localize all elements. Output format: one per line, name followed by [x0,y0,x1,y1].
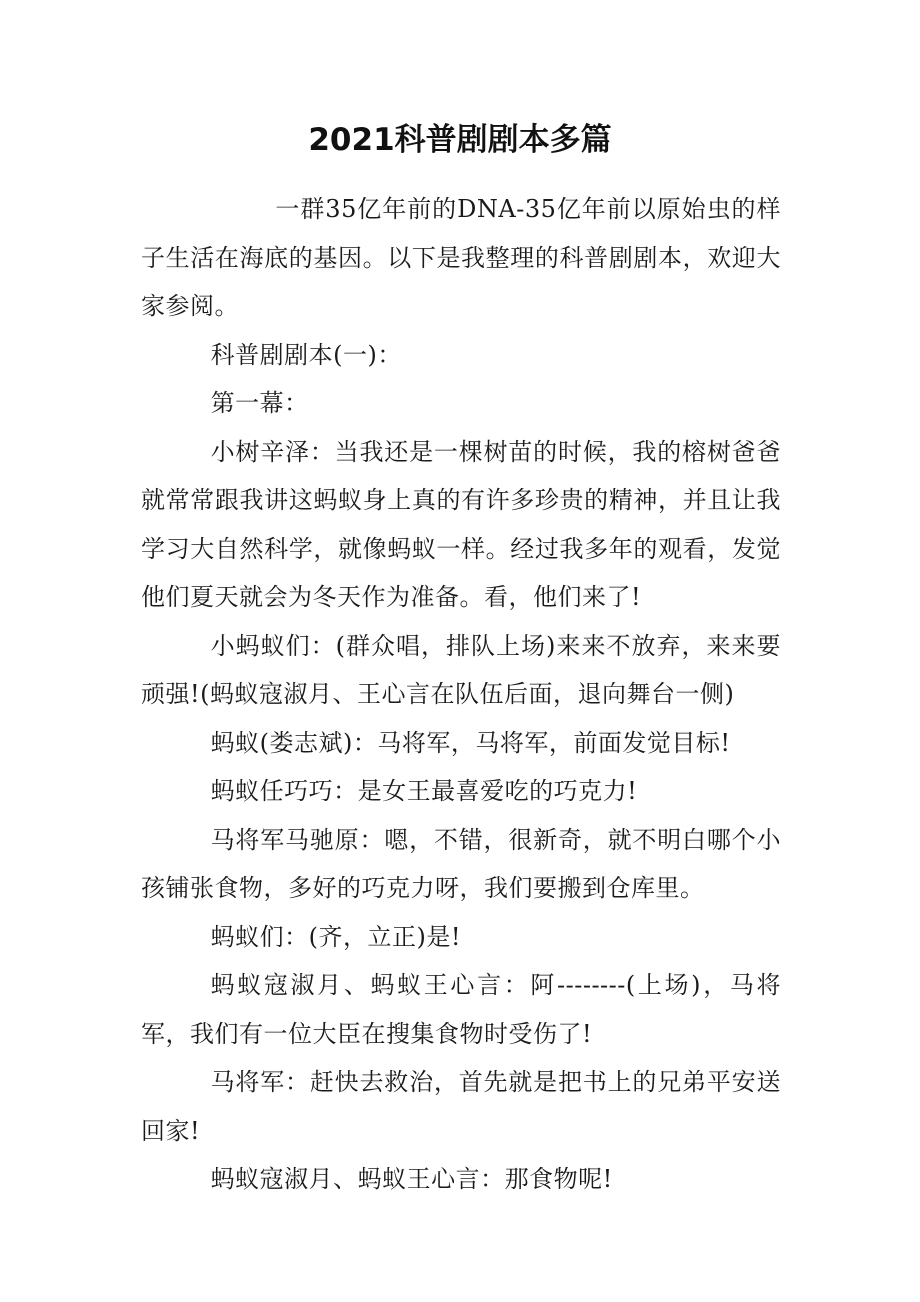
dialogue-paragraph: 蚂蚁们：(齐，立正)是! [210,922,461,951]
section-heading: 科普剧剧本(一)： [210,340,402,369]
dialogue-paragraph: 蚂蚁任巧巧：是女王最喜爱吃的巧克力! [210,777,638,805]
intro-paragraph: 一群35亿年前的DNA-35亿年前以原始虫的样子生活在海底的基因。以下是我整理的科普剧剧本，欢迎大家参阅。 [141,195,781,320]
dialogue-paragraph: 马将军：赶快去救治，首先就是把书上的兄弟平安送回家! [141,1068,781,1145]
dialogue-paragraph: 蚂蚁寇淑月、蚂蚁王心言：阿--------(上场)，马将军，我们有一位大臣在搜集食物时受伤了! [141,971,781,1048]
document-title: 2021科普剧剧本多篇 [308,122,612,158]
dialogue-paragraph: 小蚂蚁们：(群众唱，排队上场)来来不放弃，来来要顽强!(蚂蚁寇淑月、王心言在队伍后面，退向舞台一侧) [141,631,781,708]
dialogue-paragraph: 蚂蚁(娄志斌)：马将军，马将军，前面发觉目标! [210,728,731,757]
dialogue-paragraph: 蚂蚁寇淑月、蚂蚁王心言：那食物呢! [210,1165,613,1193]
document-body [141,185,781,1204]
act-heading: 第一幕： [210,389,309,417]
dialogue-paragraph: 马将军马驰原：嗯，不错，很新奇，就不明白哪个小孩铺张食物，多好的巧克力呀，我们要搬到仓库里。 [141,825,781,902]
dialogue-paragraph: 小树辛泽：当我还是一棵树苗的时候，我的榕树爸爸就常常跟我讲这蚂蚁身上真的有许多珍贵的精神，并且让我学习大自然科学，就像蚂蚁一样。经过我多年的观看，发觉他们夏天就会为冬天作为准备。看，他们来了! [141,437,781,611]
